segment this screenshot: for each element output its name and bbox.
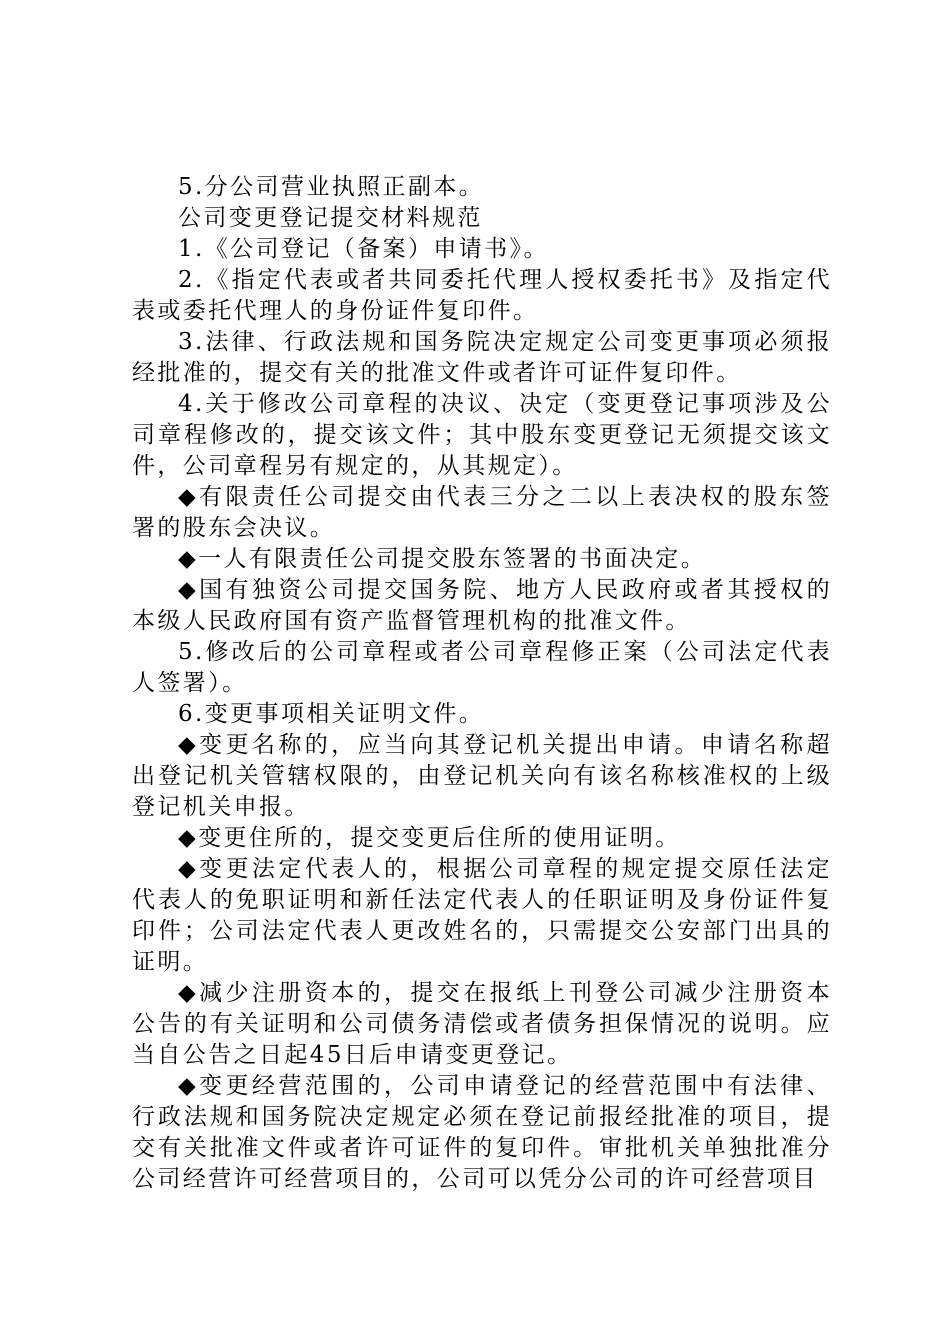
paragraph-item-2: 2.《指定代表或者共同委托代理人授权委托书》及指定代表或委托代理人的身份证件复印件。	[132, 267, 832, 324]
bullet-change-name: ◆变更名称的，应当向其登记机关提出申请。申请名称超出登记机关管辖权限的，由登记机关向有该名称核准权的上级登记机关申报。	[132, 732, 832, 820]
bullet-single-member-decision: ◆一人有限责任公司提交股东签署的书面决定。	[178, 546, 707, 572]
paragraph-item-5-articles: 5.修改后的公司章程或者公司章程修正案（公司法定代表人签署）。	[132, 639, 832, 696]
paragraph-item-3: 3.法律、行政法规和国务院决定规定公司变更事项必须报经批准的，提交有关的批准文件或者许可证件复印件。	[132, 329, 832, 386]
paragraph-item-1: 1.《公司登记（备案）申请书》。	[178, 236, 549, 262]
bullet-change-business-scope: ◆变更经营范围的，公司申请登记的经营范围中有法律、行政法规和国务院决定规定必须在登记前报经批准的项目，提交有关批准文件或者许可证件的复印件。审批机关单独批准分公司经营许可经营项目的，公司可以凭分公司的许可经营项目	[132, 1073, 832, 1192]
bullet-change-legal-rep: ◆变更法定代表人的，根据公司章程的规定提交原任法定代表人的免职证明和新任法定代表人的任职证明及身份证件复印件；公司法定代表人更改姓名的，只需提交公安部门出具的证明。	[132, 856, 832, 975]
bullet-llc-resolution: ◆有限责任公司提交由代表三分之二以上表决权的股东签署的股东会决议。	[132, 484, 832, 541]
document-body	[132, 172, 832, 1195]
section-heading: 公司变更登记提交材料规范	[178, 205, 483, 231]
paragraph-item-4: 4.关于修改公司章程的决议、决定（变更登记事项涉及公司章程修改的，提交该文件；其中股东变更登记无须提交该文件，公司章程另有规定的，从其规定）。	[132, 391, 832, 479]
paragraph-item-5-license: 5.分公司营业执照正副本。	[178, 174, 485, 200]
bullet-change-address: ◆变更住所的，提交变更后住所的使用证明。	[178, 825, 681, 851]
paragraph-item-6: 6.变更事项相关证明文件。	[178, 701, 485, 727]
bullet-reduce-capital: ◆减少注册资本的，提交在报纸上刊登公司减少注册资本公告的有关证明和公司债务清偿或者债务担保情况的说明。应当自公告之日起45日后申请变更登记。	[132, 980, 832, 1068]
bullet-state-owned-approval: ◆国有独资公司提交国务院、地方人民政府或者其授权的本级人民政府国有资产监督管理机构的批准文件。	[132, 577, 832, 634]
